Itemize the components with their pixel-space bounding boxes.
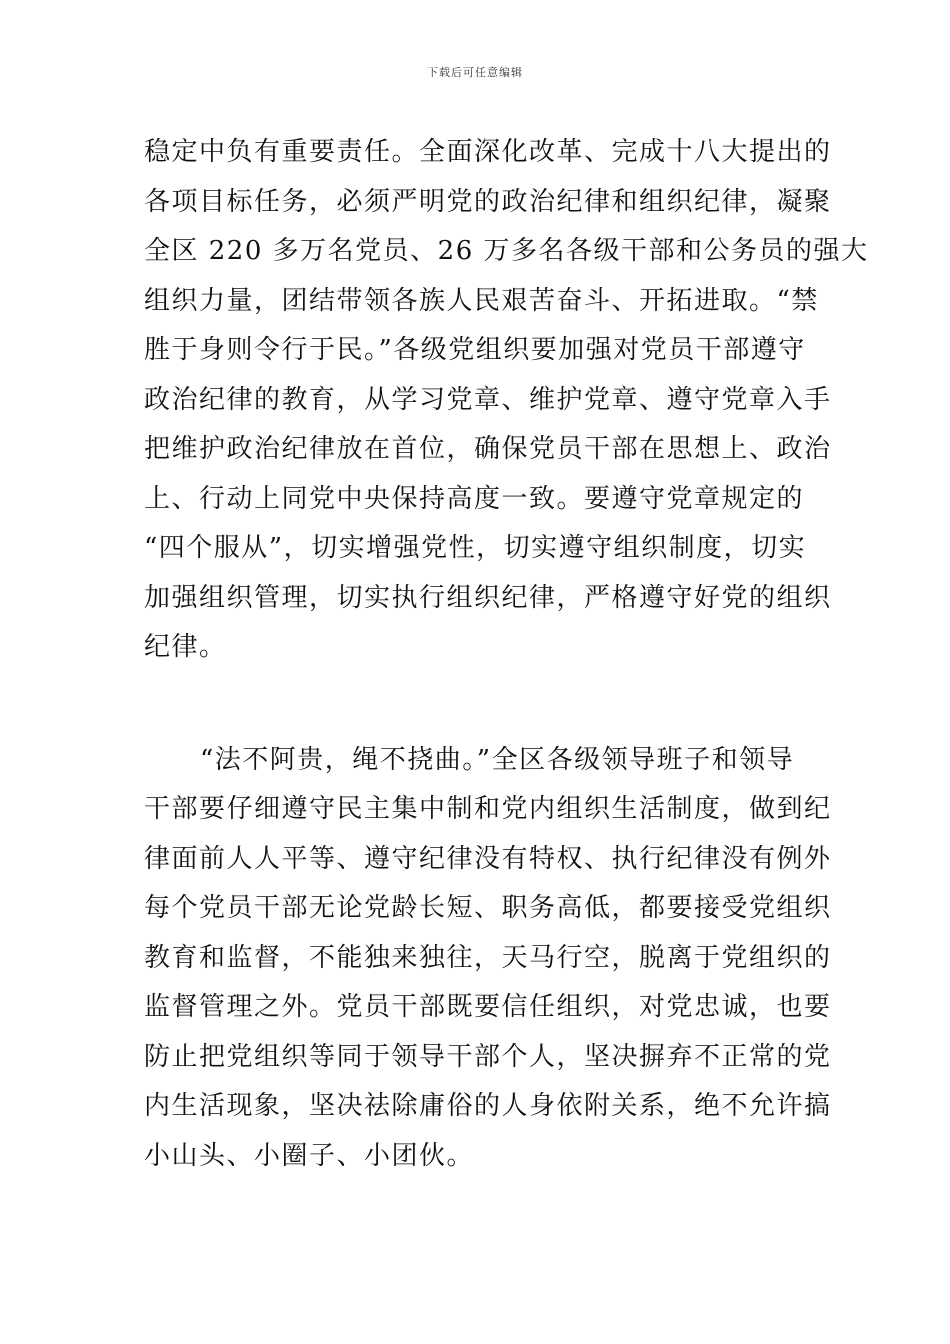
text-line: 每个党员干部无论党龄长短、职务高低，都要接受党组织: [144, 893, 832, 923]
page-header-note: 下载后可任意编辑: [427, 66, 523, 79]
text-line: 把维护政治纪律放在首位，确保党员干部在思想上、政治: [144, 434, 832, 464]
text-line: 加强组织管理，切实执行组织纪律，严格遵守好党的组织: [144, 582, 832, 613]
text-line: 全区 220 多万名党员、26 万多名各级干部和公务员的强大: [144, 236, 869, 266]
text-line: 纪律。: [144, 632, 227, 662]
text-line: 小山头、小圈子、小团伙。: [144, 1140, 475, 1171]
text-line: 胜于身则令行于民。”各级党组织要加强对党员干部遵守: [144, 335, 806, 365]
text-line: 律面前人人平等、遵守纪律没有特权、执行纪律没有例外: [144, 843, 832, 874]
text-line: 政治纪律的教育，从学习党章、维护党章、遵守党章入手: [144, 384, 832, 415]
text-line: 组织力量，团结带领各族人民艰苦奋斗、开拓进取。“禁: [144, 285, 819, 316]
text-line: 内生活现象，坚决祛除庸俗的人身依附关系，绝不允许搞: [144, 1091, 832, 1121]
text-line: 监督管理之外。党员干部既要信任组织，对党忠诚，也要: [144, 992, 832, 1022]
text-line: 教育和监督，不能独来独往，天马行空，脱离于党组织的: [144, 942, 832, 973]
paragraph-1: [144, 128, 869, 673]
text-line: 稳定中负有重要责任。全面深化改革、完成十八大提出的: [144, 137, 832, 167]
document-body: [144, 128, 869, 1181]
text-line-indented: “法不阿贵，绳不挠曲。”全区各级领导班子和领导: [200, 744, 795, 775]
text-line: 干部要仔细遵守民主集中制和党内组织生活制度，做到纪: [144, 794, 832, 824]
paragraph-spacer: [144, 673, 808, 736]
text-line: “四个服从”，切实增强党性，切实遵守组织制度，切实: [144, 533, 807, 563]
text-line: 上、行动上同党中央保持高度一致。要遵守党章规定的: [144, 483, 805, 514]
text-line: 防止把党组织等同于领导干部个人，坚决摒弃不正常的党: [144, 1041, 832, 1072]
paragraph-2: [144, 736, 832, 1182]
text-line: 各项目标任务，必须严明党的政治纪律和组织纪律，凝聚: [144, 186, 832, 217]
